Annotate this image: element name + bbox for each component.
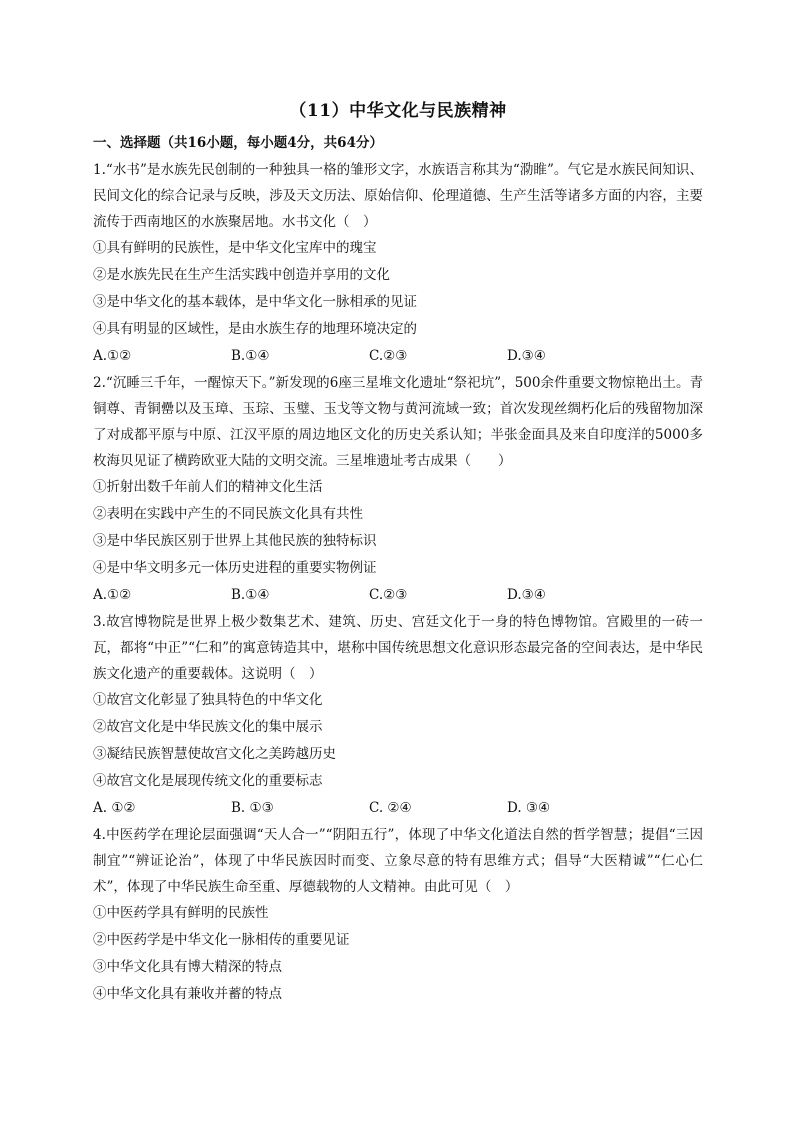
option: ①折射出数千年前人们的精神文化生活	[93, 479, 323, 495]
choice-d: D.③④	[507, 348, 546, 364]
choice-d: D. ③④	[507, 800, 551, 816]
question-stem: 3.故宫博物院是世界上极少数集艺术、建筑、历史、宫廷文化于一身的特色博物馆。宫殿里的一砖一瓦，都将“中正”“仁和”的寓意铸造其中，堪称中国传统思想文化意识形态最完备的空间表达，是中华民族文化遗产的重要载体。这说明（ ）	[93, 614, 703, 682]
option: ③凝结民族智慧使故宫文化之美跨越历史	[93, 746, 336, 762]
question-4	[93, 822, 703, 1008]
choice-c: C. ②④	[369, 800, 412, 816]
option: ③是中华文化的基本载体，是中华文化一脉相承的见证	[93, 294, 417, 310]
choice-c: C.②③	[369, 587, 408, 603]
choice-b: B.①④	[231, 587, 270, 603]
option: ④是中华文明多元一体历史进程的重要实物例证	[93, 560, 377, 576]
answer-choices	[93, 795, 703, 822]
choice-a: A.①②	[93, 587, 132, 603]
section-heading: 一、选择题（共16小题，每小题4分，共64分）	[93, 135, 383, 151]
option: ②中医药学是中华文化一脉相传的重要见证	[93, 932, 350, 948]
choice-d: D.③④	[507, 587, 546, 603]
choice-c: C.②③	[369, 348, 408, 364]
question-stem: 1.“水书”是水族先民创制的一种独具一格的雏形文字，水族语言称其为“泐睢”。气它是水族民间知识、民间文化的综合记录与反映，涉及天文历法、原始信仰、伦理道德、生产生活等诸多方面的内容，主要流传于西南地区的水族聚居地。水书文化（ ）	[93, 162, 703, 230]
page-title: （11）中华文化与民族精神	[289, 101, 507, 121]
question-2	[93, 370, 703, 609]
question-1	[93, 157, 703, 370]
choice-a: A.①②	[93, 348, 132, 364]
choice-b: B.①④	[231, 348, 270, 364]
option: ④故宫文化是展现传统文化的重要标志	[93, 773, 323, 789]
question-stem: 4.中医药学在理论层面强调“天人合一”“阴阳五行”，体现了中华文化道法自然的哲学智慧；提倡“三因制宜”“辨证论治”，体现了中华民族因时而变、立象尽意的特有思维方式；倡导“大医精诚”“仁心仁术”，体现了中华民族生命至重、厚德载物的人文精神。由此可见（ ）	[93, 827, 703, 895]
question-3	[93, 609, 703, 822]
option: ①具有鲜明的民族性，是中华文化宝库中的瑰宝	[93, 240, 377, 256]
option: ②表明在实践中产生的不同民族文化具有共性	[93, 506, 363, 522]
question-stem: 2.“沉睡三千年，一醒惊天下。”新发现的6座三星堆文化遗址“祭祀坑”，500余件重要文物惊艳出土。青铜尊、青铜罍以及玉璋、玉琮、玉璧、玉戈等文物与黄河流域一致；首次发现丝绸朽化后的残留物加深了对成都平原与中原、江汉平原的周边地区文化的历史关系认知；半张金面具及来自印度洋的5000多枚海贝见证了横跨欧亚大陆的文明交流。三星堆遗址考古成果（ ）	[93, 375, 703, 469]
document-page	[93, 96, 703, 1008]
option: ④中华文化具有兼收并蓄的特点	[93, 986, 282, 1002]
option: ③中华文化具有博大精深的特点	[93, 959, 282, 975]
option: ③是中华民族区别于世界上其他民族的独特标识	[93, 533, 377, 549]
choice-b: B. ①③	[231, 800, 274, 816]
option: ②是水族先民在生产生活实践中创造并享用的文化	[93, 267, 390, 283]
option: ①中医药学具有鲜明的民族性	[93, 905, 269, 921]
answer-choices	[93, 343, 703, 370]
option: ①故宫文化彰显了独具特色的中华文化	[93, 692, 323, 708]
choice-a: A. ①②	[93, 800, 136, 816]
option: ④具有明显的区域性，是由水族生存的地理环境决定的	[93, 321, 417, 337]
option: ②故宫文化是中华民族文化的集中展示	[93, 719, 323, 735]
answer-choices	[93, 582, 703, 609]
